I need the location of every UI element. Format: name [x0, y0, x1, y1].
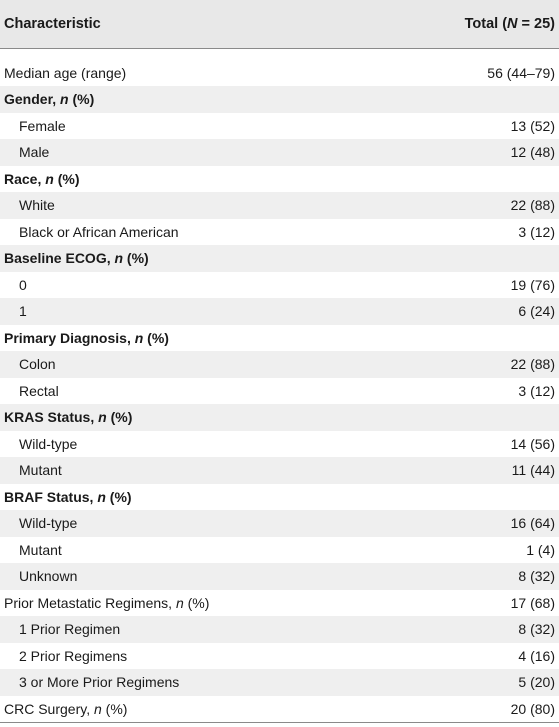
total-cell: 17 (68) — [510, 594, 555, 611]
table-header — [0, 0, 559, 48]
percent-label: (%) — [123, 250, 149, 267]
table-row — [0, 510, 559, 537]
percent-label: (%) — [105, 488, 132, 505]
total-cell: 4 (16) — [518, 647, 555, 664]
characteristic-cell — [0, 484, 380, 511]
table-row — [0, 86, 559, 113]
table-row — [0, 219, 559, 246]
total-cell: 5 (20) — [518, 674, 555, 691]
n-symbol: n — [114, 250, 124, 267]
characteristic-cell — [0, 166, 380, 193]
table-row — [0, 457, 559, 484]
total-cell: 20 (80) — [380, 696, 559, 723]
percent-label: (%) — [68, 91, 95, 108]
characteristic-cell — [0, 298, 380, 325]
table-row — [0, 590, 559, 617]
table-row — [0, 272, 559, 299]
n-symbol: n — [98, 409, 107, 426]
characteristic-label: Male — [19, 144, 50, 161]
characteristic-label: Race, — [4, 170, 46, 187]
characteristic-label: 1 Prior Regimen — [19, 621, 121, 638]
percent-label: (%) — [106, 409, 133, 426]
characteristic-cell — [0, 139, 380, 166]
table-row — [0, 298, 559, 325]
characteristic-label: 1 — [19, 303, 27, 320]
characteristic-label: Wild-type — [19, 435, 78, 452]
total-cell: 22 (88) — [510, 356, 555, 373]
table-row — [0, 404, 559, 431]
characteristic-cell — [0, 245, 380, 272]
total-cell: 3 (12) — [518, 382, 555, 399]
table-row — [0, 166, 559, 193]
characteristic-cell — [0, 404, 380, 431]
n-symbol: n — [93, 700, 102, 717]
total-cell: 8 (32) — [518, 621, 555, 638]
header-row — [0, 0, 559, 48]
total-cell: 56 (44–79) — [487, 65, 555, 82]
table-body — [0, 48, 559, 722]
header-total-pre: Total ( — [464, 15, 508, 32]
table-row — [0, 563, 559, 590]
table-row — [0, 351, 559, 378]
characteristic-label: Female — [19, 117, 66, 134]
characteristic-cell — [0, 643, 380, 670]
n-symbol: n — [45, 170, 54, 187]
total-cell: 14 (56) — [510, 435, 555, 452]
n-symbol: n — [134, 329, 144, 346]
total-cell: 11 (44) — [511, 462, 555, 479]
characteristic-label: Baseline ECOG, — [4, 250, 115, 267]
characteristic-cell — [0, 696, 380, 723]
characteristic-cell — [0, 351, 380, 378]
characteristic-label: Rectal — [19, 382, 59, 399]
characteristic-cell — [0, 616, 380, 643]
total-cell: 16 (64) — [510, 515, 555, 532]
table-row — [0, 192, 559, 219]
table-row — [0, 696, 559, 723]
total-cell — [380, 86, 559, 113]
total-cell — [380, 245, 559, 272]
table-row — [0, 245, 559, 272]
total-cell: 6 (24) — [518, 303, 555, 320]
characteristic-label: Black or African American — [19, 223, 179, 240]
header-characteristic: Characteristic — [0, 0, 380, 48]
characteristic-label: KRAS Status, — [4, 409, 99, 426]
total-cell: 8 (32) — [518, 568, 555, 585]
characteristic-cell — [0, 86, 380, 113]
characteristic-label: CRC Surgery, — [4, 700, 94, 717]
total-cell: 19 (76) — [510, 276, 555, 293]
characteristic-label: Median age (range) — [4, 65, 127, 82]
characteristic-cell — [0, 378, 380, 405]
characteristic-cell — [0, 537, 380, 564]
total-cell — [380, 166, 559, 193]
table-row — [0, 325, 559, 352]
characteristic-cell — [0, 431, 380, 458]
characteristic-cell — [0, 113, 380, 140]
characteristic-cell — [0, 192, 380, 219]
n-symbol: n — [97, 488, 106, 505]
table-row — [0, 643, 559, 670]
table-row — [0, 48, 559, 86]
characteristic-cell — [0, 48, 380, 86]
total-cell — [380, 404, 559, 431]
characteristic-cell — [0, 510, 380, 537]
characteristic-cell — [0, 325, 380, 352]
table-row — [0, 669, 559, 696]
total-cell — [380, 484, 559, 511]
characteristic-label: Mutant — [19, 462, 62, 479]
n-symbol: n — [60, 91, 69, 108]
characteristic-label: Prior Metastatic Regimens, — [4, 594, 176, 611]
characteristic-label: White — [19, 197, 55, 214]
total-cell: 13 (52) — [510, 117, 555, 134]
table-row — [0, 113, 559, 140]
characteristic-label: BRAF Status, — [4, 488, 98, 505]
characteristic-cell — [0, 563, 380, 590]
characteristic-label: Gender, — [4, 91, 61, 108]
table-row — [0, 431, 559, 458]
total-cell: 22 (88) — [510, 197, 555, 214]
table-row — [0, 484, 559, 511]
characteristic-label: Mutant — [19, 541, 62, 558]
table-row — [0, 616, 559, 643]
header-total-n: N — [507, 15, 518, 32]
characteristic-cell — [0, 219, 380, 246]
characteristic-label: Wild-type — [19, 515, 78, 532]
table-row — [0, 378, 559, 405]
percent-label: (%) — [183, 594, 210, 611]
characteristic-label: Unknown — [19, 568, 78, 585]
percent-label: (%) — [101, 700, 128, 717]
header-total-post: = 25) — [517, 15, 555, 32]
characteristic-cell — [0, 272, 380, 299]
characteristic-label: 3 or More Prior Regimens — [19, 674, 180, 691]
header-total — [380, 0, 559, 48]
table-row — [0, 139, 559, 166]
total-cell: 12 (48) — [510, 144, 555, 161]
percent-label: (%) — [143, 329, 169, 346]
n-symbol: n — [175, 594, 184, 611]
percent-label: (%) — [53, 170, 80, 187]
characteristic-cell — [0, 669, 380, 696]
total-cell — [380, 325, 559, 352]
total-cell: 1 (4) — [526, 541, 555, 558]
characteristic-cell — [0, 590, 380, 617]
characteristic-label: 2 Prior Regimens — [19, 647, 128, 664]
characteristic-label: Primary Diagnosis, — [4, 329, 135, 346]
characteristic-cell — [0, 457, 380, 484]
characteristic-label: Colon — [19, 356, 56, 373]
total-cell: 3 (12) — [518, 223, 555, 240]
characteristic-label: 0 — [19, 276, 27, 293]
table-row — [0, 537, 559, 564]
